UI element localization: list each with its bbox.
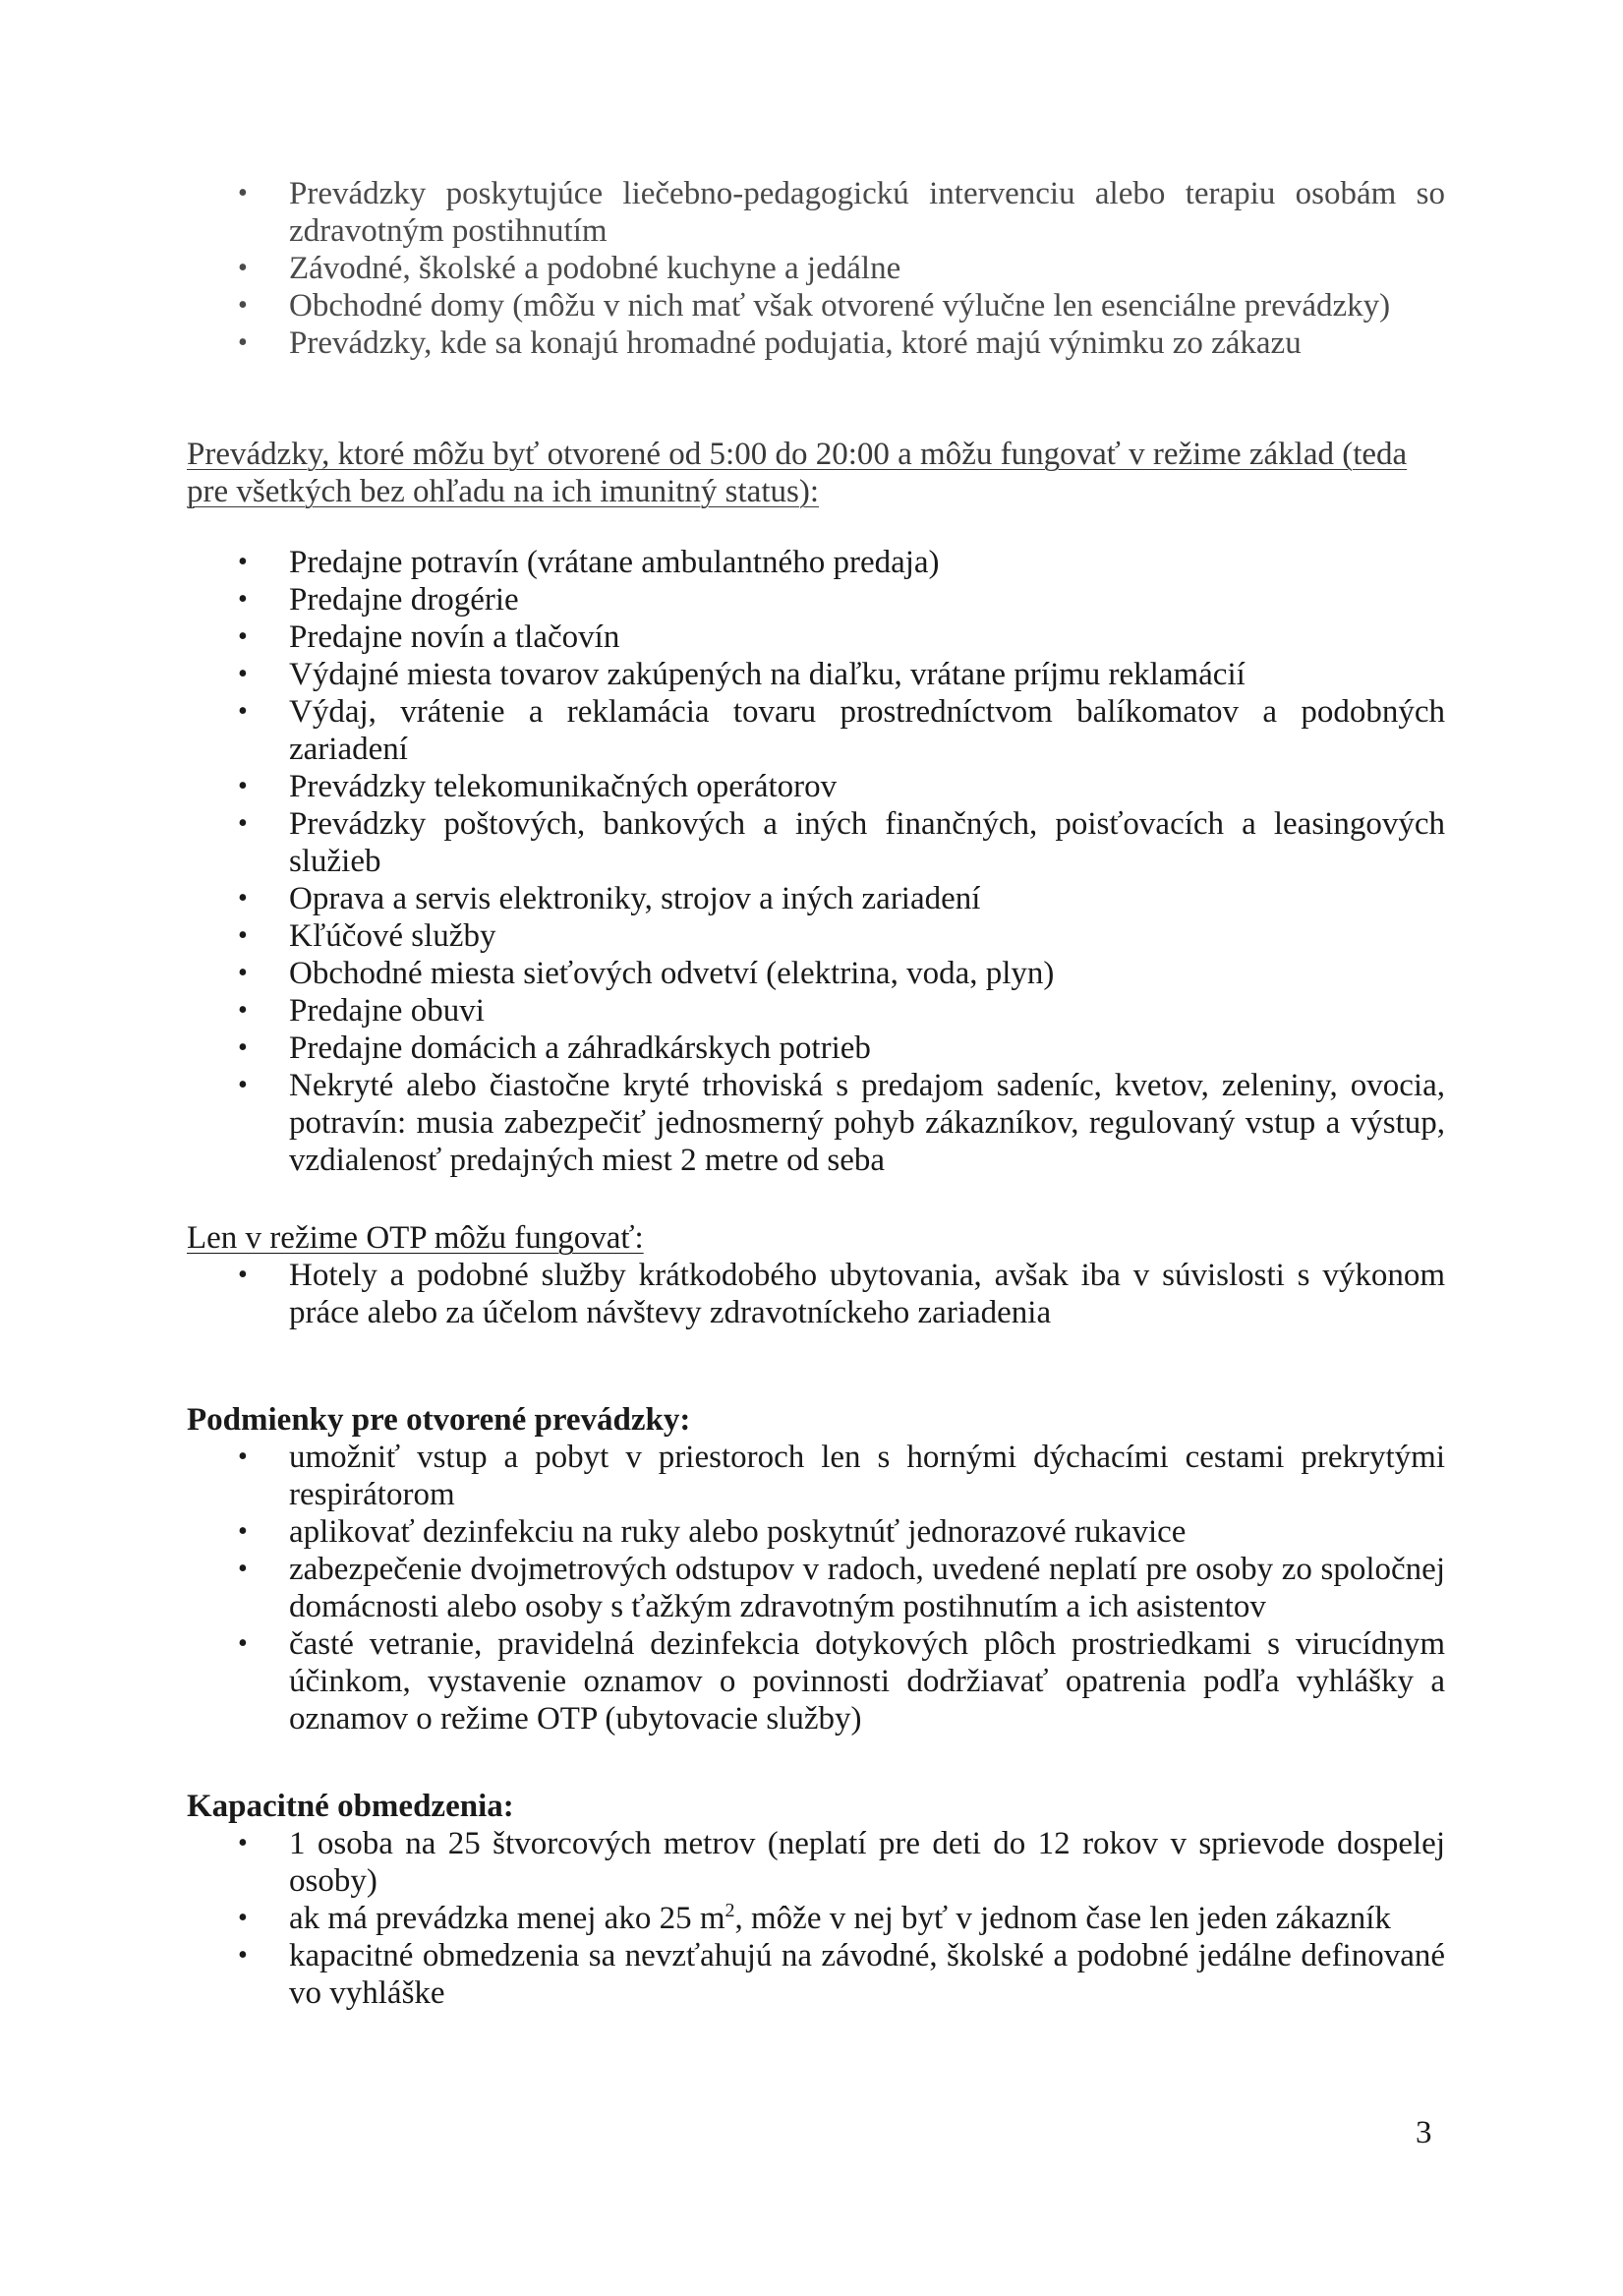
section-heading: Kapacitné obmedzenia: [187,1789,514,1824]
bullet-icon: • [238,584,248,615]
bullet-icon: • [238,1516,248,1547]
open-hours-list-block [187,544,1445,1179]
page-number: 3 [1416,2115,1432,2150]
bullet-icon: • [238,1940,248,1971]
top-bullet-list [187,175,1445,362]
list-item-text: Nekryté alebo čiastočne kryté trhoviská s predajom sadeníc, kvetov, zeleniny, ovocia, potravín: musia zabezpečiť jednosmerný pohyb zákazníkov, regulovaný vstup a výstup, vzdialenosť predajných miest 2 metre od seba [289,1068,1445,1178]
conditions-section [187,1401,1445,1737]
superscript: 2 [725,1900,735,1921]
section-heading: Prevádzky, ktoré môžu byť otvorené od 5:00 do 20:00 a môžu fungovať v režime základ (teda pre všetkých bez ohľadu na ich imunitný status): [187,437,1408,509]
list-item [187,880,1445,917]
list-item-text: Predajne novín a tlačovín [289,619,620,655]
list-item [187,250,1445,287]
list-item-text: Predajne obuvi [289,993,485,1029]
conditions-list [187,1439,1445,1737]
bullet-icon: • [238,253,248,283]
bullet-icon: • [238,290,248,321]
bullet-icon: • [238,659,248,689]
list-item-text: Prevádzky poskytujúce liečebno-pedagogickú intervenciu alebo terapiu osobám so zdravotným postihnutím [289,176,1445,249]
list-item-text: Závodné, školské a podobné kuchyne a jedálne [289,251,901,286]
bullet-icon: • [238,1442,248,1472]
capacity-list [187,1825,1445,2012]
list-item-text: Obchodné domy (môžu v nich mať však otvorené výlučne len esenciálne prevádzky) [289,288,1391,324]
list-item [187,287,1445,324]
bullet-icon: • [238,1260,248,1290]
list-item [187,693,1445,768]
bullet-icon: • [238,883,248,913]
bullet-icon: • [238,995,248,1026]
list-item [187,324,1445,362]
list-item-text: Oprava a servis elektroniky, strojov a iných zariadení [289,881,981,916]
list-item-text: Predajne domácich a záhradkárskych potrieb [289,1030,871,1066]
list-item-text: kapacitné obmedzenia sa nevzťahujú na závodné, školské a podobné jedálne definované vo vyhláške [289,1938,1445,2011]
bullet-icon: • [238,1828,248,1858]
list-item-text: Predajne drogérie [289,582,519,618]
list-item-text [289,1901,1391,1936]
list-item [187,656,1445,693]
bullet-icon: • [238,1032,248,1063]
bullet-icon: • [238,1070,248,1100]
section-heading: Len v režime OTP môžu fungovať: [187,1220,644,1256]
bullet-icon: • [238,1628,248,1659]
list-item [187,1257,1445,1331]
list-item [187,544,1445,581]
list-item [187,1067,1445,1179]
open-hours-section [187,436,1445,510]
list-item-text: Kľúčové služby [289,918,496,954]
text-part: ak má prevádzka menej ako 25 m [289,1901,725,1936]
list-item [187,1900,1445,1937]
otp-section [187,1219,1445,1331]
list-item-text: zabezpečenie dvojmetrových odstupov v radoch, uvedené neplatí pre osoby zo spoločnej domácnosti alebo osoby s ťažkým zdravotným postihnutím a ich asistentov [289,1552,1445,1624]
list-item-text: Prevádzky telekomunikačných operátorov [289,769,838,804]
list-item [187,1625,1445,1737]
bullet-icon: • [238,178,248,208]
list-item-text: 1 osoba na 25 štvorcových metrov (neplatí pre deti do 12 rokov v sprievode dospelej osoby) [289,1826,1445,1899]
bullet-icon: • [238,696,248,727]
bullet-icon: • [238,958,248,988]
list-item [187,768,1445,805]
list-item [187,1439,1445,1513]
list-item [187,1551,1445,1625]
list-item-text: časté vetranie, pravidelná dezinfekcia dotykových plôch prostriedkami s virucídnym účinkom, vystavenie oznamov o povinnosti dodržiavať opatrenia podľa vyhlášky a oznamov o režime OTP (ubytovacie služby) [289,1626,1445,1737]
list-item [187,1030,1445,1067]
bullet-icon: • [238,327,248,358]
text-part: , môže v nej byť v jednom čase len jeden zákazník [734,1901,1391,1936]
open-hours-list [187,544,1445,1179]
list-item-text: umožniť vstup a pobyt v priestoroch len s hornými dýchacími cestami prekrytými respirátorom [289,1440,1445,1512]
list-item-text: Predajne potravín (vrátane ambulantného predaja) [289,545,940,580]
list-item-text: Prevádzky, kde sa konajú hromadné podujatia, ktoré majú výnimku zo zákazu [289,325,1302,361]
top-list-block [187,175,1445,362]
section-heading: Podmienky pre otvorené prevádzky: [187,1402,691,1438]
list-item-text: Hotely a podobné služby krátkodobého ubytovania, avšak iba v súvislosti s výkonom práce alebo za účelom návštevy zdravotníckeho zariadenia [289,1258,1445,1330]
list-item [187,1513,1445,1551]
bullet-icon: • [238,808,248,839]
bullet-icon: • [238,771,248,801]
list-item-text: aplikovať dezinfekciu na ruky alebo poskytnúť jednorazové rukavice [289,1514,1187,1550]
list-item-text: Obchodné miesta sieťových odvetví (elektrina, voda, plyn) [289,956,1055,991]
list-item [187,1937,1445,2012]
list-item [187,581,1445,618]
list-item-text: Výdaj, vrátenie a reklamácia tovaru prostredníctvom balíkomatov a podobných zariadení [289,694,1445,767]
list-item-text: Výdajné miesta tovarov zakúpených na diaľku, vrátane príjmu reklamácií [289,657,1246,692]
list-item-text: Prevádzky poštových, bankových a iných finančných, poisťovacích a leasingových služieb [289,806,1445,879]
list-item [187,917,1445,955]
bullet-icon: • [238,1903,248,1933]
bullet-icon: • [238,920,248,951]
bullet-icon: • [238,621,248,652]
list-item [187,805,1445,880]
otp-list [187,1257,1445,1331]
bullet-icon: • [238,547,248,577]
bullet-icon: • [238,1554,248,1584]
capacity-section [187,1788,1445,2012]
list-item [187,1825,1445,1900]
list-item [187,992,1445,1030]
list-item [187,175,1445,250]
list-item [187,955,1445,992]
list-item [187,618,1445,656]
